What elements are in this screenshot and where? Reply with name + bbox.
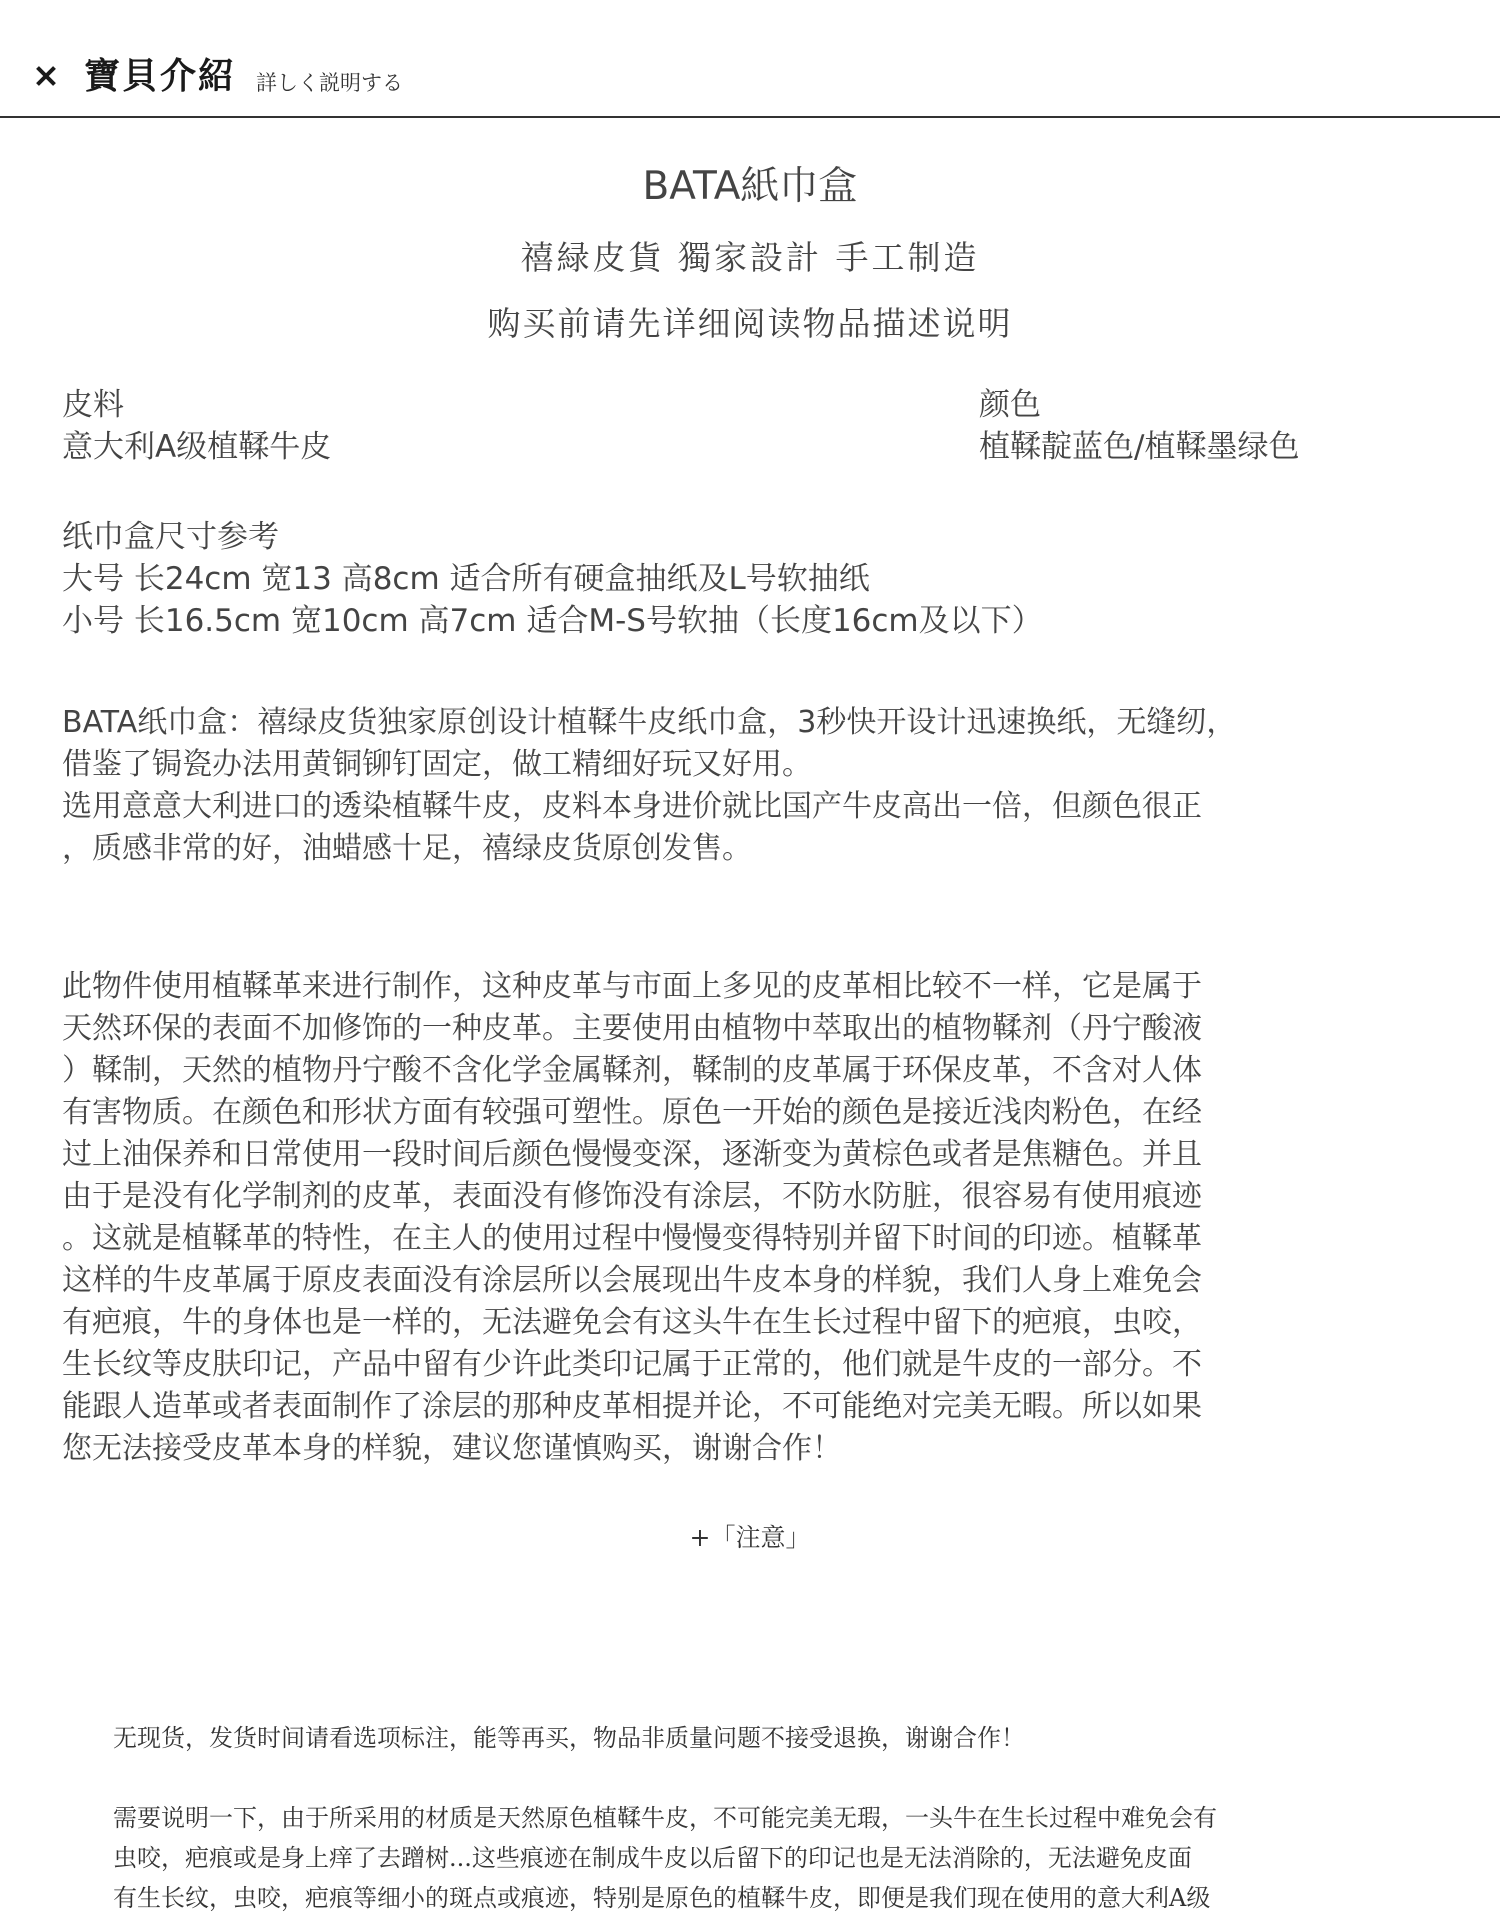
- material-spec: [62, 384, 331, 468]
- page-title: 寶貝介紹: [84, 55, 237, 97]
- material-notice: [113, 1798, 1413, 1918]
- leather-info-line: 由于是没有化学制剂的皮革，表面没有修饰没有涂层，不防水防脏，很容易有使用痕迹: [62, 1179, 1202, 1214]
- leather-info-paragraph: [62, 966, 1462, 1470]
- top-bar: [0, 0, 1500, 118]
- leather-info-line: 生长纹等皮肤印记，产品中留有少许此类印记属于正常的，他们就是牛皮的一部分。不: [62, 1347, 1202, 1382]
- leather-info-line: 这样的牛皮革属于原皮表面没有涂层所以会展现出牛皮本身的样貌，我们人身上难免会: [62, 1263, 1202, 1298]
- material-label: 皮料: [62, 387, 124, 423]
- leather-info-line: 天然环保的表面不加修饰的一种皮革。主要使用由植物中萃取出的植物鞣剂（丹宁酸液: [62, 1011, 1202, 1046]
- color-value: 植鞣靛蓝色/植鞣墨绿色: [979, 429, 1300, 465]
- read-before-buy-notice: 购买前请先详细阅读物品描述说明: [487, 304, 1013, 343]
- size-spec: [62, 516, 1043, 642]
- size-label: 纸巾盒尺寸参考: [62, 519, 279, 555]
- leather-info-line: 。这就是植鞣革的特性，在主人的使用过程中慢慢变得特别并留下时间的印迹。植鞣革: [62, 1221, 1202, 1256]
- leather-info-line: 您无法接受皮革本身的样貌，建议您谨慎购买，谢谢合作！: [62, 1431, 842, 1466]
- product-tagline: 禧緑皮貨 獨家設計 手工制造: [520, 238, 980, 277]
- description-paragraph: [62, 702, 1462, 870]
- leather-info-line: 有疤痕，牛的身体也是一样的，无法避免会有这头牛在生长过程中留下的疤痕，虫咬，: [62, 1305, 1202, 1340]
- description-line: 选用意意大利进口的透染植鞣牛皮，皮料本身进价就比国产牛皮高出一倍，但颜色很正: [62, 789, 1202, 824]
- notice-heading: +「注意」: [689, 1523, 811, 1552]
- description-line: ，质感非常的好，油蜡感十足，禧绿皮货原创发售。: [62, 831, 752, 866]
- description-line: BATA纸巾盒：禧绿皮货独家原创设计植鞣牛皮纸巾盒，3秒快开设计迅速换纸，无缝纫，: [62, 705, 1237, 740]
- product-title: BATA紙巾盒: [642, 164, 858, 209]
- material-notice-line: 虫咬，疤痕或是身上痒了去蹭树...这些痕迹在制成牛皮以后留下的印记也是无法消除的，无法避免皮面: [113, 1844, 1192, 1872]
- material-notice-line: 需要说明一下，由于所采用的材质是天然原色植鞣牛皮，不可能完美无瑕，一头牛在生长过程中难免会有: [113, 1804, 1217, 1832]
- close-icon[interactable]: [32, 62, 60, 90]
- leather-info-line: 能跟人造革或者表面制作了涂层的那种皮革相提并论，不可能绝对完美无暇。所以如果: [62, 1389, 1202, 1424]
- size-large: 大号 长24cm 宽13 高8cm 适合所有硬盒抽纸及L号软抽纸: [62, 561, 870, 597]
- color-label: 颜色: [979, 387, 1041, 423]
- leather-info-line: 此物件使用植鞣革来进行制作，这种皮革与市面上多见的皮革相比较不一样，它是属于: [62, 969, 1202, 1004]
- material-value: 意大利A级植鞣牛皮: [62, 429, 332, 465]
- stock-notice: [113, 1718, 1413, 1758]
- leather-info-line: ）鞣制，天然的植物丹宁酸不含化学金属鞣剂，鞣制的皮革属于环保皮革，不含对人体: [62, 1053, 1202, 1088]
- material-notice-line: 有生长纹，虫咬，疤痕等细小的斑点或痕迹，特别是原色的植鞣牛皮，即便是我们现在使用的意大利A级: [113, 1884, 1211, 1912]
- size-small: 小号 长16.5cm 宽10cm 高7cm 适合M-S号软抽（长度16cm及以下）: [62, 603, 1043, 639]
- stock-notice-text: 无现货，发货时间请看选项标注，能等再买，物品非质量问题不接受退换，谢谢合作！: [113, 1724, 1025, 1752]
- leather-info-line: 过上油保养和日常使用一段时间后颜色慢慢变深，逐渐变为黄棕色或者是焦糖色。并且: [62, 1137, 1202, 1172]
- leather-info-line: 有害物质。在颜色和形状方面有较强可塑性。原色一开始的颜色是接近浅肉粉色，在经: [62, 1095, 1202, 1130]
- color-spec: [979, 384, 1299, 468]
- page-subtitle: 詳しく説明する: [256, 71, 403, 95]
- description-line: 借鉴了锔瓷办法用黄铜铆钉固定，做工精细好玩又好用。: [62, 747, 812, 782]
